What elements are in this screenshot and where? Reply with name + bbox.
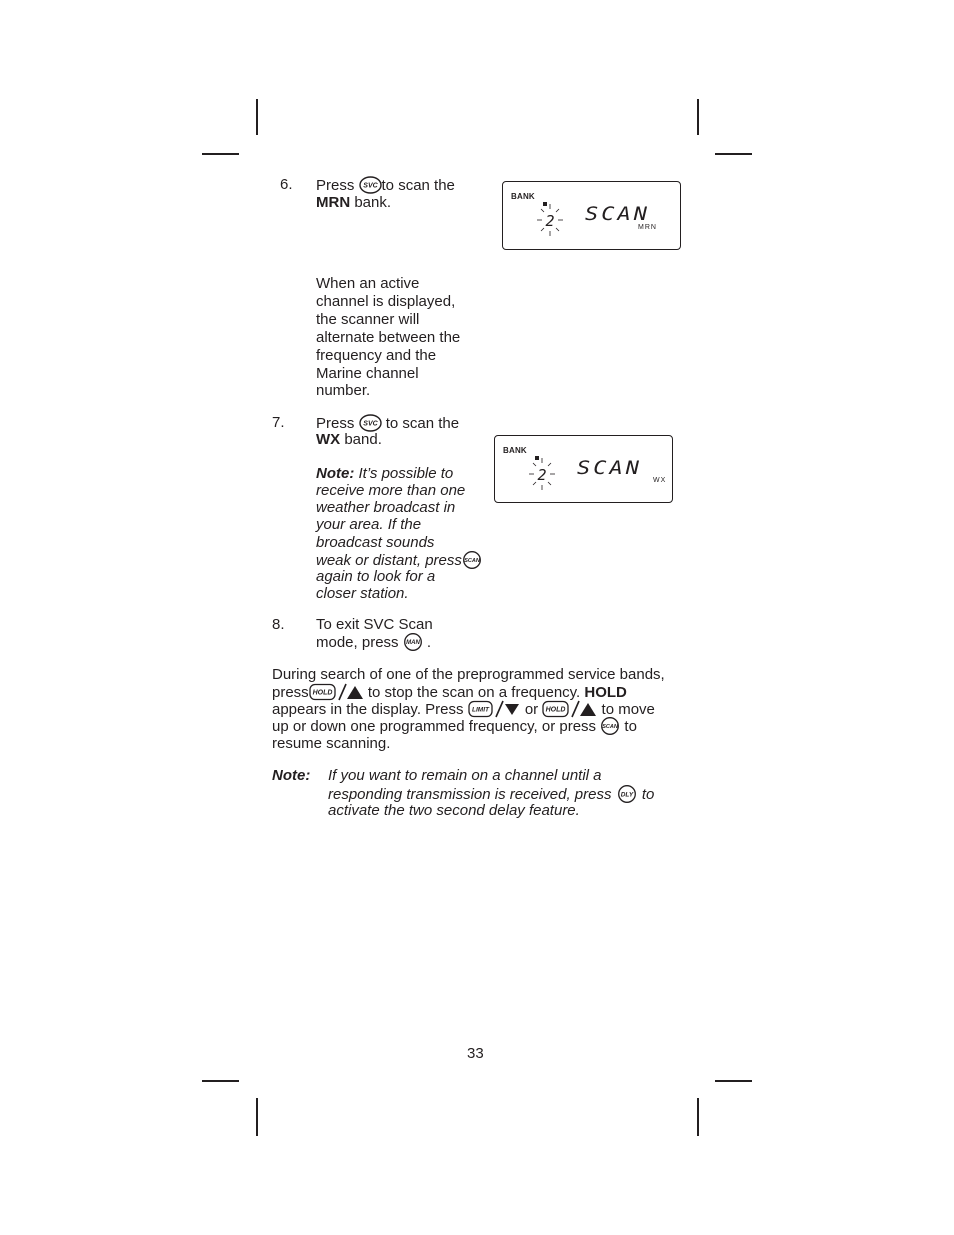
note-line: channel is displayed, (316, 293, 456, 310)
button-label: MAN (405, 640, 420, 646)
step-text: Press (316, 415, 355, 432)
step-number: 6. (280, 176, 293, 193)
crop-mark (715, 1080, 752, 1082)
note-line: closer station. (316, 585, 409, 602)
step-text: to scan the (381, 177, 455, 194)
button-label: SVC (362, 420, 378, 428)
slash-up-arrow-icon (569, 700, 597, 718)
note-line: to (641, 786, 655, 803)
slash-up-arrow-icon (336, 683, 364, 701)
lcd-scan-text: SCAN (585, 203, 650, 226)
step-text: . (426, 634, 432, 651)
wx-note-line-6 (316, 551, 482, 570)
crop-mark (697, 99, 699, 135)
note-line: alternate between the (316, 329, 461, 346)
note-label: Note: (316, 465, 355, 482)
note-line: frequency and the (316, 347, 437, 364)
limit-button-icon (468, 700, 493, 718)
flashing-bank-digit-icon (527, 456, 557, 492)
man-button-icon (403, 633, 423, 651)
step-text: To exit SVC Scan (316, 616, 433, 633)
paragraph-text: or (524, 701, 539, 718)
note-line: the scanner will (316, 311, 420, 328)
band-indicator: WX (653, 477, 667, 484)
step-6-line-1 (316, 176, 455, 195)
paragraph-line-2 (272, 683, 627, 702)
step-text: band. (344, 431, 382, 448)
bank-digit: 2 (545, 212, 555, 230)
paragraph-line-3 (272, 700, 655, 719)
scan-button-icon (462, 551, 482, 569)
paragraph-text: appears in the display. Press (272, 701, 464, 718)
crop-mark (256, 99, 258, 135)
step-text: bank. (354, 194, 392, 211)
wx-note-line-1 (316, 465, 453, 483)
note-line: number. (316, 382, 371, 399)
step-number: 8. (272, 616, 285, 633)
step-number: 7. (272, 414, 285, 431)
paragraph-line: During search of one of the preprogrammed service bands, (272, 666, 665, 683)
bank-label: BANK (503, 446, 527, 455)
band-name: WX (316, 431, 341, 448)
note-line: weather broadcast in (316, 499, 456, 516)
paragraph-text: up or down one programmed frequency, or press (272, 718, 597, 735)
button-label: SVC (362, 182, 378, 190)
crop-mark (202, 153, 239, 155)
note-line: your area. If the (316, 516, 422, 533)
note-line: activate the two second delay feature. (328, 802, 580, 819)
note-line: If you want to remain on a channel until a (328, 767, 602, 784)
lcd-display-mrn (502, 181, 681, 250)
crop-mark (256, 1098, 258, 1136)
hold-button-icon (309, 683, 336, 701)
hold-keyword: HOLD (584, 684, 627, 701)
step-8-line-2 (316, 633, 431, 652)
delay-note-line-2 (328, 785, 654, 804)
step-text: Press (316, 177, 355, 194)
flashing-bank-digit-icon (535, 202, 565, 238)
hold-button-icon (542, 700, 569, 718)
note-line: receive more than one (316, 482, 466, 499)
svc-button-icon (359, 414, 382, 432)
button-label: LIMIT (471, 706, 489, 714)
step-7-line-2 (316, 431, 382, 449)
slash-down-arrow-icon (493, 700, 521, 718)
step-text: to scan the (385, 415, 460, 432)
button-label: SCAN (602, 724, 619, 730)
note-line: broadcast sounds (316, 534, 435, 551)
note-line: Marine channel (316, 365, 419, 382)
button-label: SCAN (464, 558, 480, 564)
page-number: 33 (467, 1045, 484, 1062)
button-label: HOLD (545, 706, 566, 714)
note-line: weak or distant, press (316, 552, 462, 569)
svc-button-icon (359, 176, 382, 194)
paragraph-line-4 (272, 717, 637, 736)
crop-mark (697, 1098, 699, 1136)
note-label: Note: (272, 767, 311, 784)
lcd-display-wx (494, 435, 673, 503)
crop-mark (715, 153, 752, 155)
note-line: responding transmission is received, press (328, 786, 612, 803)
lcd-scan-text: SCAN (577, 457, 642, 480)
dly-button-icon (616, 785, 638, 803)
paragraph-text: to stop the scan on a frequency. (367, 684, 581, 701)
paragraph-text: to move (601, 701, 655, 718)
step-6-line-2 (316, 194, 391, 212)
step-text: mode, press (316, 634, 399, 651)
paragraph-text: press (272, 684, 309, 701)
note-line: again to look for a (316, 568, 436, 585)
bank-label: BANK (511, 192, 535, 201)
band-indicator: MRN (638, 224, 657, 231)
note-line: It’s possible to (358, 465, 454, 482)
bank-digit: 2 (537, 466, 547, 484)
crop-mark (202, 1080, 239, 1082)
step-7-line-1 (316, 414, 459, 433)
paragraph-line: resume scanning. (272, 735, 391, 752)
scan-button-icon (600, 717, 620, 735)
button-label: HOLD (312, 689, 333, 697)
band-name: MRN (316, 194, 351, 211)
button-label: DLY (620, 791, 633, 799)
paragraph-text: to (624, 718, 637, 735)
note-line: When an active (316, 275, 420, 292)
